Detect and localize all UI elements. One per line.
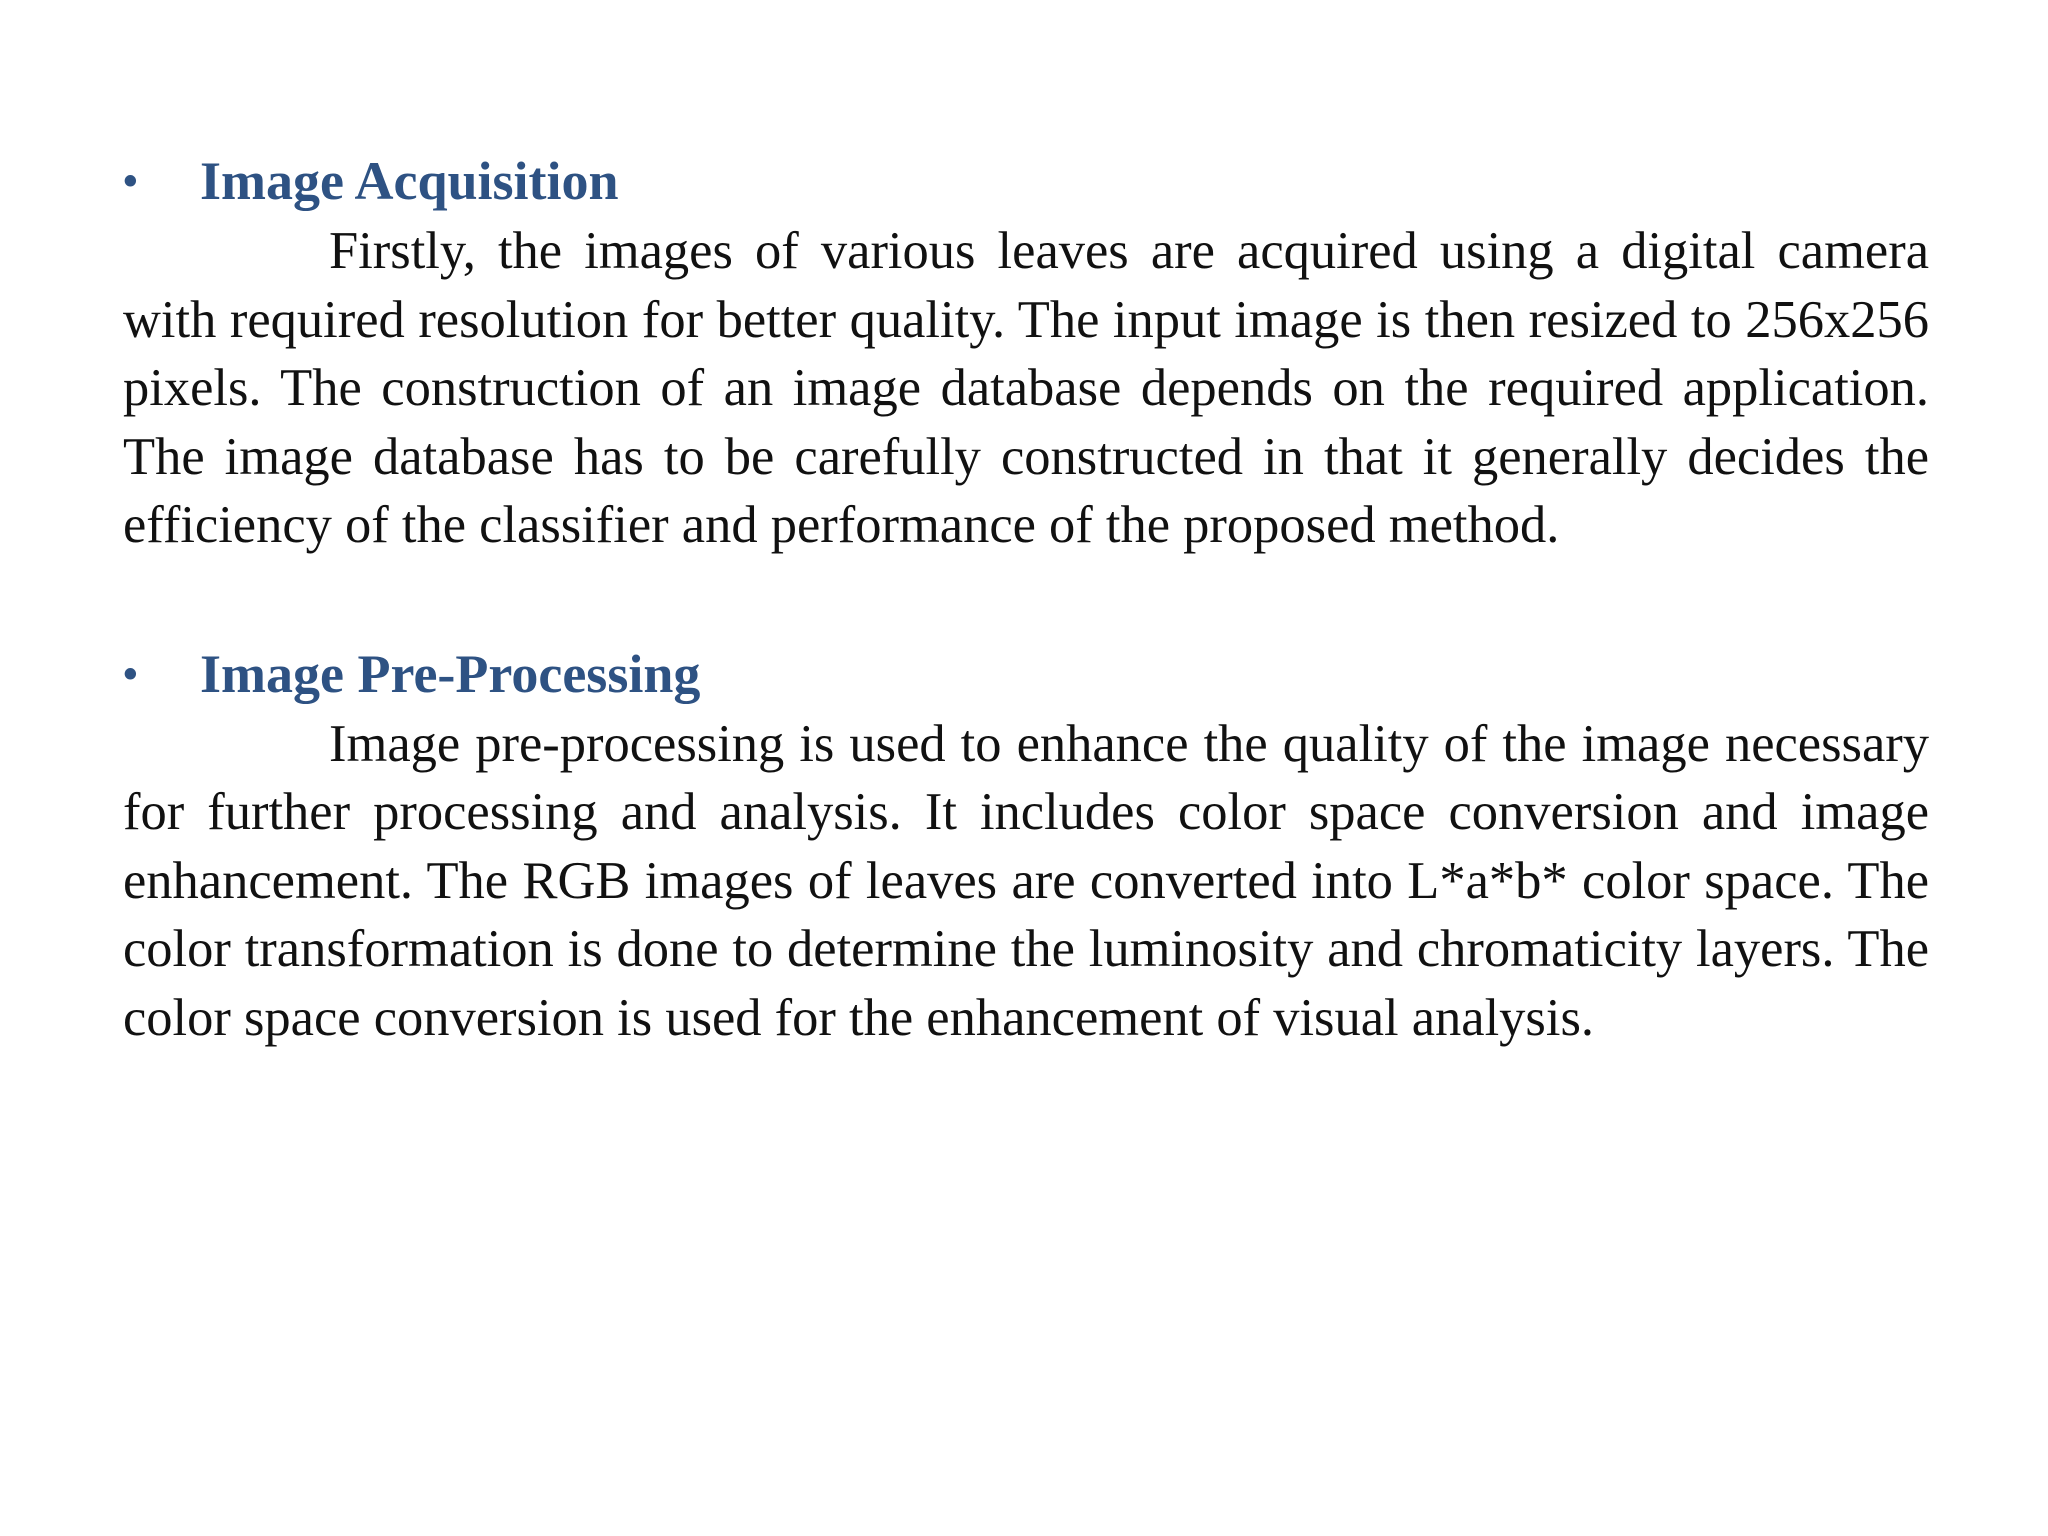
bullet-icon: •	[123, 159, 138, 205]
bullet-icon: •	[123, 651, 138, 698]
section-title: Image Pre-Processing	[200, 643, 701, 704]
section-paragraph: Image pre-processing is used to enhance the quality of the image necessary for further processing and analysis. It includes color space conversion and image enhancement. The RGB images of leaves are converted into L*a*b* color space. The color transformation is done to determine the luminosity and chromaticity layers. The color space conversion is used for the enhancement of visual analysis.	[123, 714, 1929, 1047]
section-title: Image Acquisition	[200, 151, 619, 211]
section-image-pre-processing	[123, 638, 1929, 1053]
section-heading	[123, 638, 1925, 710]
section-heading	[123, 145, 1925, 217]
section-paragraph: Firstly, the images of various leaves are acquired using a digital camera with required resolution for better quality. The input image is then resized to 256x256 pixels. The construction of an image database depends on the required application. The image database has to be carefully constructed in that it generally decides the efficiency of the classifier and performance of the proposed method.	[123, 222, 1929, 554]
section-image-acquisition	[123, 145, 1929, 560]
